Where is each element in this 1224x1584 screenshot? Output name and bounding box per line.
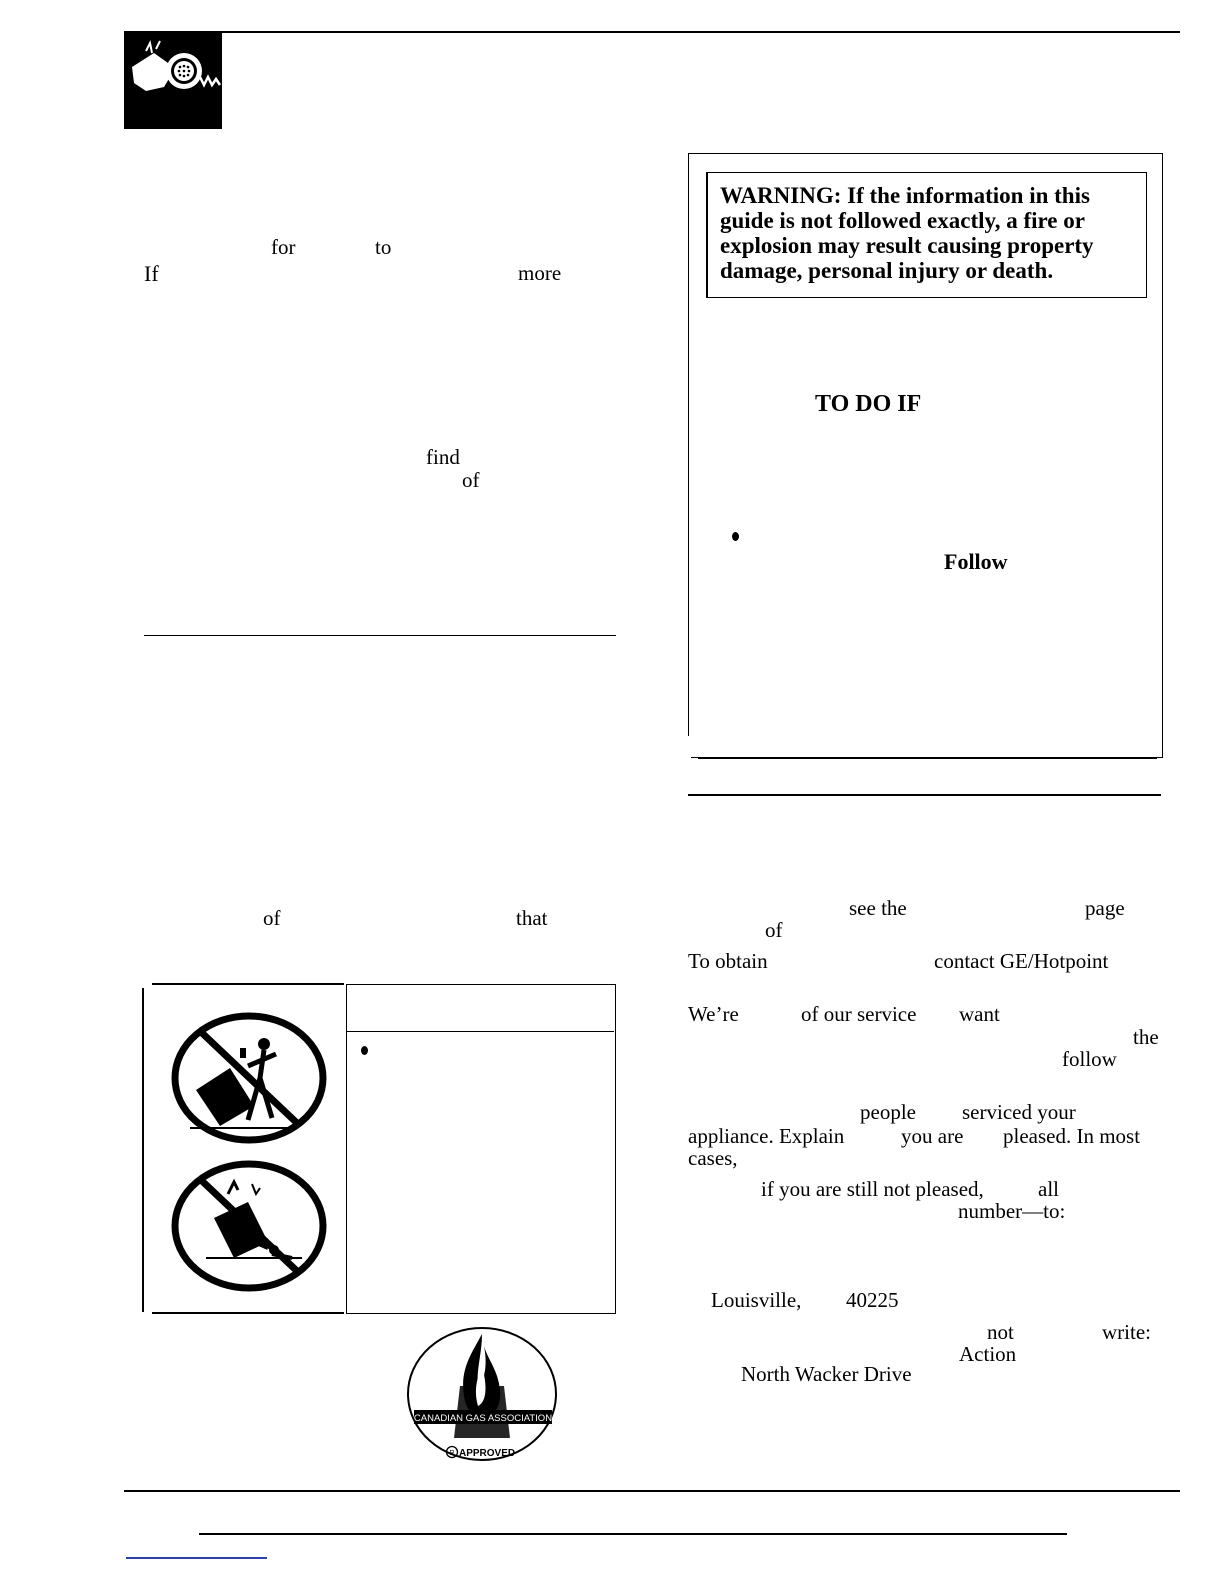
text-fragment: that — [516, 906, 548, 930]
text-fragment: contact GE/Hotpoint — [934, 949, 1109, 973]
panel-gap — [688, 736, 691, 758]
text-fragment: of — [765, 918, 783, 942]
text-fragment: want — [959, 1002, 1000, 1026]
cga-approved-text: APPROVED — [459, 1448, 516, 1459]
text-fragment: number—to: — [958, 1199, 1066, 1223]
section-divider — [688, 794, 1161, 796]
todo-heading: TO DO IF — [815, 391, 922, 417]
footer-rule — [199, 1533, 1067, 1535]
text-fragment: see the — [849, 896, 907, 920]
cga-seal — [404, 1326, 560, 1468]
text-fragment: for — [271, 235, 296, 259]
panel-bottom-rule — [698, 757, 1157, 759]
text-fragment: you are — [901, 1124, 964, 1148]
text-fragment: serviced your — [962, 1100, 1076, 1124]
text-fragment: North Wacker Drive — [741, 1362, 912, 1386]
text-fragment: of our service — [801, 1002, 917, 1026]
bullet — [732, 532, 739, 541]
footer-rule — [124, 1490, 1180, 1492]
bullet — [361, 1046, 368, 1055]
tip-box-rule — [152, 1312, 344, 1314]
text-fragment: not — [987, 1320, 1014, 1344]
tip-box-rule — [152, 983, 344, 985]
text-fragment: Louisville, — [711, 1288, 802, 1312]
tip-warning-box — [346, 984, 616, 1314]
text-fragment: to — [375, 235, 392, 259]
header-rule — [124, 31, 1180, 33]
text-fragment: 40225 — [846, 1288, 899, 1312]
follow-word: Follow — [944, 549, 1008, 574]
text-fragment: cases, — [688, 1146, 738, 1170]
text-fragment: appliance. Explain — [688, 1124, 845, 1148]
flashlight-icon — [124, 33, 222, 129]
header-icon-block — [124, 33, 222, 129]
text-fragment: if you are still not pleased, — [761, 1177, 984, 1201]
text-fragment: people — [860, 1100, 916, 1124]
cga-banner-text: CANADIAN GAS ASSOCIATION — [413, 1413, 553, 1424]
text-fragment: all — [1038, 1177, 1059, 1201]
section-divider — [144, 635, 616, 636]
text-fragment: the — [1133, 1025, 1159, 1049]
text-fragment: Action — [959, 1342, 1017, 1366]
text-fragment: write: — [1102, 1320, 1151, 1344]
registered-mark: R — [449, 1450, 455, 1457]
text-fragment: page — [1085, 896, 1125, 920]
text-fragment: of — [462, 468, 480, 492]
no-tipping-range-icon — [168, 1158, 330, 1294]
text-fragment: To obtain — [688, 949, 768, 973]
warning-text: WARNING: If the information in this guide is not followed exactly, a fire or explosion may result causing property damage, personal injury or death. — [720, 183, 1094, 283]
text-fragment: If — [144, 261, 159, 286]
no-climbing-door-icon — [168, 1010, 330, 1146]
text-fragment: more — [518, 261, 562, 285]
footer-link-rule — [126, 1557, 267, 1559]
text-fragment: find — [426, 445, 460, 469]
text-fragment: of — [263, 906, 281, 930]
text-fragment: We’re — [688, 1002, 739, 1026]
tip-warning-divider — [347, 1031, 614, 1032]
text-fragment: pleased. In most — [1003, 1124, 1141, 1148]
tip-box-rule — [142, 988, 144, 1312]
text-fragment: follow — [1062, 1047, 1117, 1071]
